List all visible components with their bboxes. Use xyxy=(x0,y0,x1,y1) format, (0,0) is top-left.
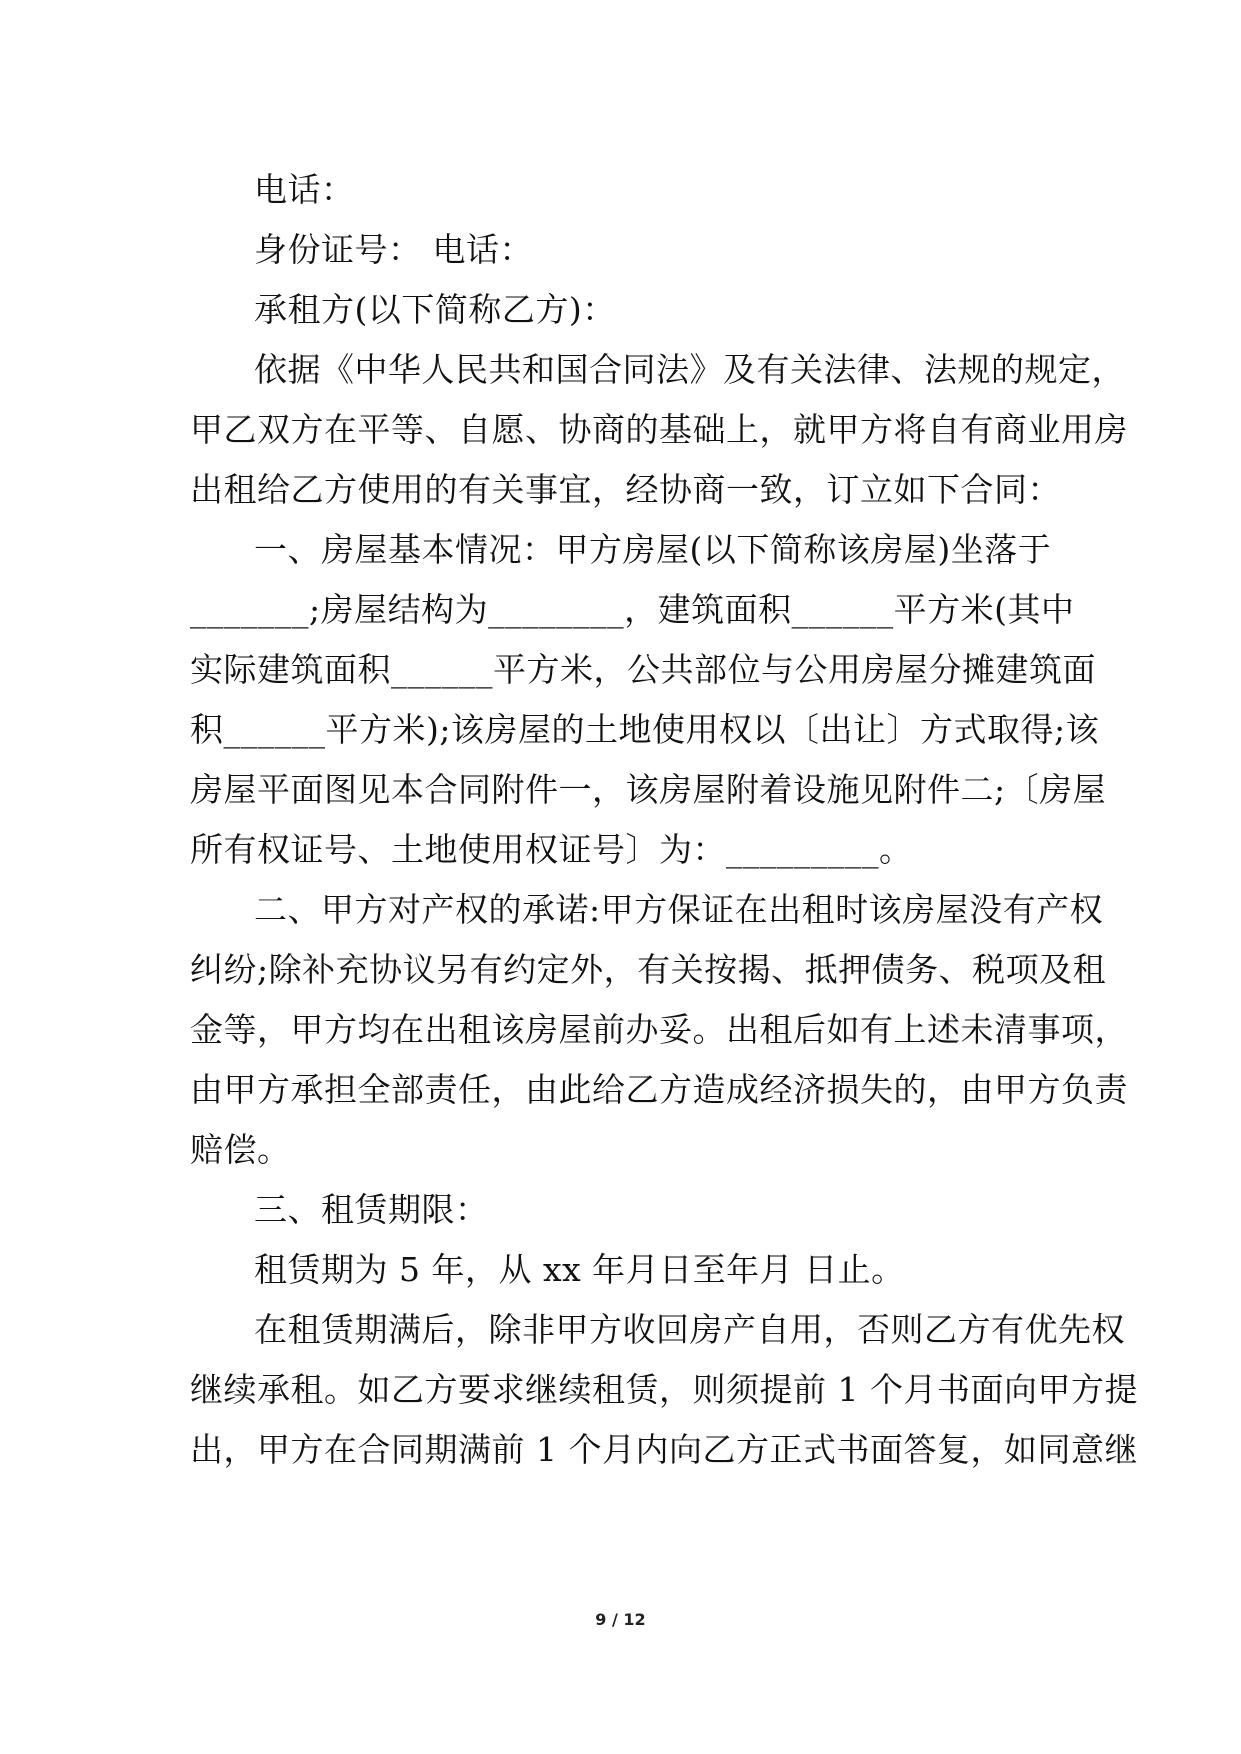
text-line: 承租方(以下简称乙方)： xyxy=(254,290,616,329)
text-line: 甲乙双方在平等、自愿、协商的基础上，就甲方将自有商业用房 xyxy=(190,410,1128,449)
text-line: 由甲方承担全部责任，由此给乙方造成经济损失的，由甲方负责 xyxy=(190,1070,1128,1109)
document-body xyxy=(190,160,1138,1480)
text-line: 租赁期为 5 年，从 xx 年月日至年月 日止。 xyxy=(254,1250,905,1289)
text-line: 纠纷;除补充协议另有约定外，有关按揭、抵押债务、税项及租 xyxy=(190,950,1107,989)
text-line: 电话： xyxy=(254,170,355,209)
text-line: 身份证号： 电话： xyxy=(254,230,533,269)
text-line: 出租给乙方使用的有关事宜，经协商一致，订立如下合同： xyxy=(190,470,1061,509)
text-line: 赔偿。 xyxy=(190,1130,291,1169)
text-line: 在租赁期满后，除非甲方收回房产自用，否则乙方有优先权 xyxy=(254,1310,1125,1349)
page-number: 9 / 12 xyxy=(595,1610,646,1629)
text-line: 所有权证号、土地使用权证号〕为：_________。 xyxy=(190,830,913,869)
section-heading-3: 三、租赁期限： xyxy=(254,1190,489,1229)
text-line: 房屋平面图见本合同附件一，该房屋附着设施见附件二;〔房屋 xyxy=(190,770,1107,809)
text-line: 积______平方米);该房屋的土地使用权以〔出让〕方式取得;该 xyxy=(190,710,1100,749)
text-line: 出，甲方在合同期满前 1 个月内向乙方正式书面答复，如同意继 xyxy=(190,1430,1138,1469)
section-heading-1: 一、房屋基本情况：甲方房屋(以下简称该房屋)坐落于 xyxy=(254,530,1052,569)
text-line: 继续承租。如乙方要求继续租赁，则须提前 1 个月书面向甲方提 xyxy=(190,1370,1138,1409)
text-line: 依据《中华人民共和国合同法》及有关法律、法规的规定， xyxy=(254,350,1125,389)
text-line: 金等，甲方均在出租该房屋前办妥。出租后如有上述未清事项， xyxy=(190,1010,1128,1049)
section-heading-2: 二、甲方对产权的承诺:甲方保证在出租时该房屋没有产权 xyxy=(254,890,1104,929)
text-line: _______;房屋结构为________，建筑面积______平方米(其中 xyxy=(190,590,1075,629)
text-line: 实际建筑面积______平方米，公共部位与公用房屋分摊建筑面 xyxy=(190,650,1096,689)
